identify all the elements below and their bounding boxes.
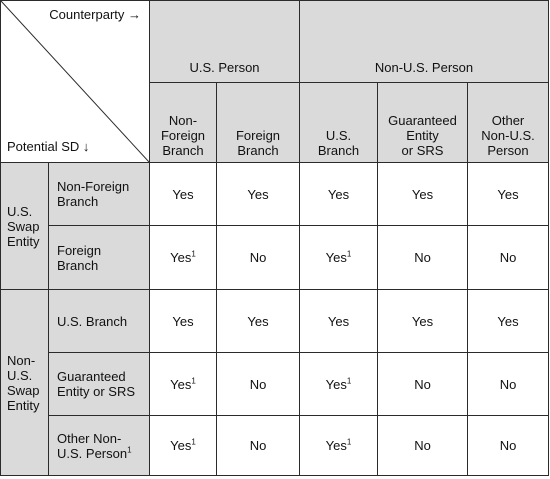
cell: No — [217, 416, 300, 476]
cell: No — [217, 353, 300, 416]
cell: No — [217, 226, 300, 290]
cell: No — [468, 353, 549, 416]
cell: Yes — [378, 163, 468, 226]
subheader-label: Foreign Branch — [235, 128, 281, 158]
row-group-label: U.S. Swap Entity — [7, 203, 40, 249]
cell: Yes — [150, 290, 217, 353]
group-header-non-us-person: Non-U.S. Person — [300, 1, 549, 83]
table-row — [1, 226, 549, 290]
subheader-label: Other Non-U.S. Person — [481, 113, 535, 158]
cell: No — [378, 353, 468, 416]
cell: No — [468, 416, 549, 476]
row-label: U.S. Branch — [49, 290, 150, 353]
cell: Yes — [217, 163, 300, 226]
cell: Yes$^1$ — [300, 416, 378, 476]
cell: No — [378, 226, 468, 290]
cell: Yes — [378, 290, 468, 353]
corner-header — [1, 1, 150, 163]
cell: Yes — [217, 290, 300, 353]
row-label: Foreign Branch — [49, 226, 150, 290]
subheader-label: Guaranteed Entity or SRS — [388, 113, 457, 158]
cell: No — [468, 226, 549, 290]
subheader-guaranteed-entity — [378, 83, 468, 163]
table-row — [1, 416, 549, 476]
cell: Yes$^1$ — [150, 416, 217, 476]
table-row — [1, 353, 549, 416]
subheader-foreign-branch — [217, 83, 300, 163]
group-header-us-person: U.S. Person — [150, 1, 300, 83]
cell: Yes$^1$ — [150, 226, 217, 290]
cell: No — [378, 416, 468, 476]
subheader-label: U.S. Branch — [317, 128, 360, 158]
cell: Yes — [468, 163, 549, 226]
table-row — [1, 290, 549, 353]
cell: Yes — [150, 163, 217, 226]
counterparty-label: Counterparty → — [49, 7, 141, 22]
subheader-label: Non- Foreign Branch — [160, 113, 206, 158]
row-label: Guaranteed Entity or SRS — [49, 353, 150, 416]
row-group-us-swap-entity — [1, 163, 49, 290]
cell: Yes$^1$ — [300, 226, 378, 290]
row-label: Other Non- U.S. Person$^1$ — [49, 416, 150, 476]
row-label: Non-Foreign Branch — [49, 163, 150, 226]
row-group-label: Non- U.S. Swap Entity — [7, 352, 40, 413]
potential-sd-label: Potential SD ↓ — [7, 139, 90, 154]
cell: Yes — [300, 290, 378, 353]
diagonal-divider — [1, 1, 149, 162]
subheader-other-non-us-person — [468, 83, 549, 163]
row-group-non-us-swap-entity — [1, 290, 49, 476]
cell: Yes$^1$ — [150, 353, 217, 416]
cell: Yes — [300, 163, 378, 226]
cell: Yes — [468, 290, 549, 353]
table-row — [1, 163, 549, 226]
subheader-us-branch — [300, 83, 378, 163]
cell: Yes$^1$ — [300, 353, 378, 416]
subheader-non-foreign-branch — [150, 83, 217, 163]
